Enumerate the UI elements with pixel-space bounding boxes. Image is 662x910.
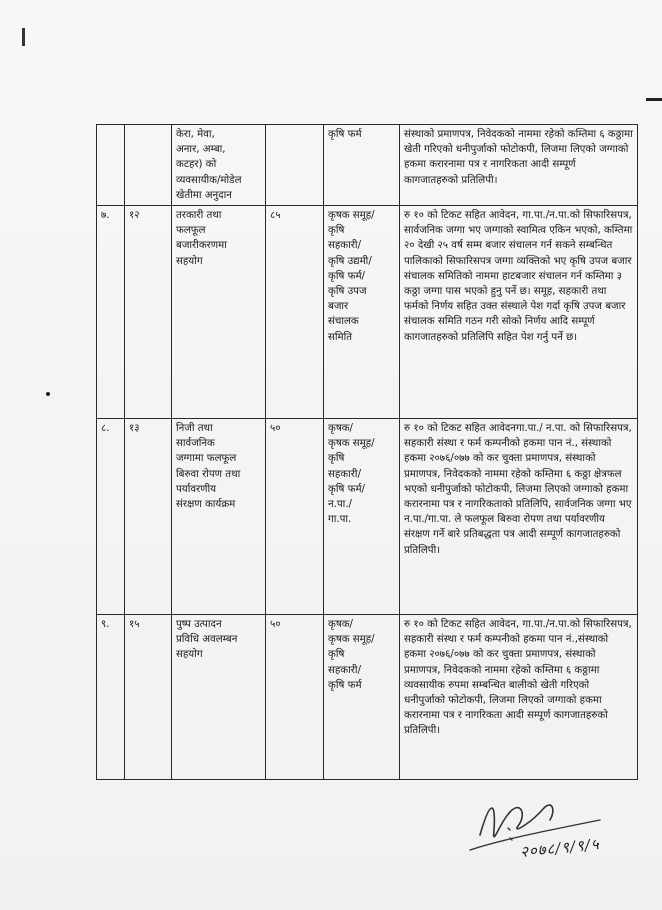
program-cell: निजी तथा सार्वजनिक जग्गामा फलफूल बिरुवा रोपण तथा पर्यावरणीय संरक्षण कार्यक्रम bbox=[172, 419, 266, 615]
code-cell bbox=[125, 125, 172, 206]
punch-dot bbox=[46, 392, 50, 396]
serial-cell bbox=[97, 125, 125, 206]
handwritten-signature bbox=[460, 780, 610, 880]
beneficiary-cell: कृषक/ कृषक समूह/ कृषि सहकारी/ कृषि फर्म/ न.पा./ गा.पा. bbox=[324, 419, 400, 615]
amount-cell: ८५ bbox=[266, 206, 324, 419]
signature-date: २०७८/९/९/५ bbox=[519, 834, 601, 862]
subsidy-program-table bbox=[96, 124, 638, 780]
serial-cell: ७. bbox=[97, 206, 125, 419]
program-cell: पुष्प उत्पादन प्रविधि अवलम्बन सहयोग bbox=[172, 615, 266, 780]
serial-cell: ८. bbox=[97, 419, 125, 615]
amount-cell: ५० bbox=[266, 419, 324, 615]
beneficiary-cell: कृषक/ कृषक समूह/ कृषि सहकारी/ कृषि फर्म bbox=[324, 615, 400, 780]
program-cell: तरकारी तथा फलफूल बजारीकरणमा सहयोग bbox=[172, 206, 266, 419]
table-row bbox=[97, 615, 638, 780]
scan-edge-mark bbox=[22, 28, 25, 46]
documents-cell: रु १० को टिकट सहित आवेदन, गा.पा./न.पा.को सिफारिसपत्र, सहकारी संस्था र फर्म कम्पनीको हकमा पान नं.,संस्थाको हकमा २०७६/०७७ को कर चुक्ता प्रमाणपत्र, संस्थाको प्रमाणपत्र, निवेदकको नाममा रहेको कम्तिमा ६ कठ्ठामा व्यवसायीक रुपमा सम्बन्धित बालीको खेती गरिएको धनीपुर्जाको फोटोकपी, लिजमा लिएको जग्गाको हकमा करारनामा पत्र र नागरिकता आदी सम्पूर्ण कागजातहरुको प्रतिलिपी। bbox=[400, 615, 638, 780]
code-cell: १५ bbox=[125, 615, 172, 780]
table-row bbox=[97, 125, 638, 206]
program-cell: केरा, मेवा, अनार, अम्बा, कटहर) को व्यवसायीक/मोडेल खेतीमा अनुदान bbox=[172, 125, 266, 206]
documents-cell: रु १० को टिकट सहित आवेदन, गा.पा./न.पा.को सिफारिसपत्र, सार्वजनिक जग्गा भए जग्गाको स्वामित्व एकिन भएको, कम्तिमा २० देखी २५ वर्ष सम्म बजार संचालन गर्न सकने सम्बन्धित पालिकाको सिफारिसपत्र जग्गा व्यक्तिको भए कृषि उपज बजार संचालक समितिको नाममा हाटबजार संचालन गर्न कम्तिमा ३ कठ्ठा जग्गा पास भएको हुनु पर्ने छ। समूह, सहकारी तथा फर्मको निर्णय सहित उक्त संस्थाले पेश गर्दा कृषि उपज बजार संचालक समिति गठन गरी सोको निर्णय आदि सम्पूर्ण कागजातहरुको प्रतिलिपि सहित पेश गर्नु पर्ने छ। bbox=[400, 206, 638, 419]
documents-cell: रु १० को टिकट सहित आवेदनगा.पा./ न.पा. को सिफारिसपत्र, सहकारी संस्था र फर्म कम्पनीको हकमा पान नं., संस्थाको हकमा २०७६/०७७ को कर चुक्ता प्रमाणपत्र, संस्थाको प्रमाणपत्र, निवेदकको नाममा रहेको कम्तिमा ६ कठ्ठा क्षेत्रफल भएको धनीपुर्जाको फोटोकपी, लिजमा लिएको जग्गाको हकमा करारनामा पत्र र नागरिकताको प्रतिलिपि, सार्वजनिक जग्गा भए न.पा./गा.पा. ले फलफूल बिरुवा रोपण तथा पर्यावरणीय संरक्षण गर्ने बारे प्रतिबद्धता पत्र आदी सम्पूर्ण कागजातहरुको प्रतिलिपी। bbox=[400, 419, 638, 615]
documents-cell: संस्थाको प्रमाणपत्र, निवेदकको नाममा रहेको कम्तिमा ६ कठ्ठामा खेती गरिएको धनीपुर्जाको फोटोकपी, लिजमा लिएको जग्गाको हकमा करारनामा पत्र र नागरिकता आदी सम्पूर्ण कागजातहरुको प्रतिलिपी। bbox=[400, 125, 638, 206]
scan-edge-mark bbox=[646, 98, 662, 101]
table-row bbox=[97, 206, 638, 419]
amount-cell: ५० bbox=[266, 615, 324, 780]
code-cell: १३ bbox=[125, 419, 172, 615]
beneficiary-cell: कृषक समूह/ कृषि सहकारी/ कृषि उद्यमी/ कृषि फर्म/ कृषि उपज बजार संचालक समिति bbox=[324, 206, 400, 419]
code-cell: १२ bbox=[125, 206, 172, 419]
beneficiary-cell: कृषि फर्म bbox=[324, 125, 400, 206]
table-row bbox=[97, 419, 638, 615]
amount-cell bbox=[266, 125, 324, 206]
serial-cell: ९. bbox=[97, 615, 125, 780]
